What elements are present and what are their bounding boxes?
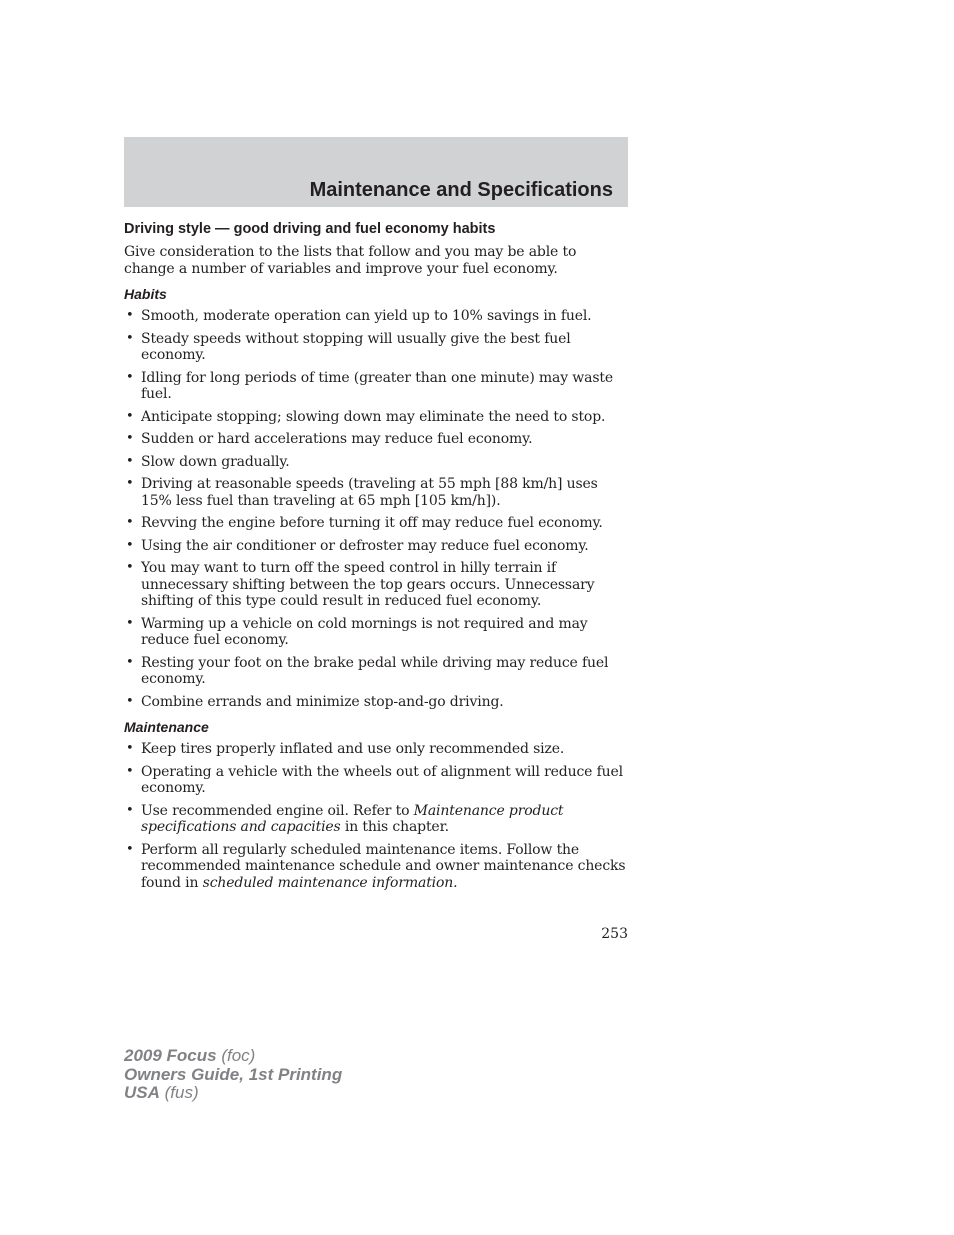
footer-line-model: 2009 Focus (foc) <box>124 1046 256 1065</box>
list-item: • Sudden or hard accelerations may reduce fuel economy. <box>126 431 533 447</box>
bullet-icon: • <box>126 763 134 779</box>
bullet-icon: • <box>126 308 134 323</box>
section-heading: Driving style — good driving and fuel economy habits <box>124 221 496 237</box>
list-item: • Use recommended engine oil. Refer to Maintenance product specifications and capacities in this chapter. <box>126 802 564 835</box>
footer-line-market: USA (fus) <box>124 1083 199 1102</box>
bullet-icon: • <box>126 841 134 857</box>
list-item: • Steady speeds without stopping will usually give the best fuel economy. <box>126 330 571 363</box>
cross-reference: Maintenance product specifications and capacities <box>141 802 564 835</box>
bullet-icon: • <box>126 741 134 756</box>
intro-paragraph: Give consideration to the lists that follow and you may be able to change a number of variables and improve your fuel economy. <box>124 244 577 277</box>
list-item: • Resting your foot on the brake pedal while driving may reduce fuel economy. <box>126 654 609 687</box>
list-item: • Using the air conditioner or defroster may reduce fuel economy. <box>126 537 589 554</box>
bullet-icon: • <box>126 431 134 446</box>
list-item: • You may want to turn off the speed control in hilly terrain if unnecessary shifting between the top gears occurs. Unnecessary shifting of this type could result in reduced fuel economy. <box>126 560 595 609</box>
bullet-icon: • <box>126 537 134 553</box>
list-item: • Driving at reasonable speeds (traveling at 55 mph [88 km/h] uses 15% less fuel than traveling at 65 mph [105 km/h]). <box>126 476 598 509</box>
habits-list <box>124 308 628 710</box>
bullet-icon: • <box>126 408 134 424</box>
bullet-icon: • <box>126 615 134 631</box>
maintenance-list <box>124 741 628 891</box>
list-item: • Revving the engine before turning it off may reduce fuel economy. <box>126 515 603 531</box>
bullet-icon: • <box>126 330 134 346</box>
bullet-icon: • <box>126 515 134 530</box>
list-item: • Combine errands and minimize stop-and-go driving. <box>126 693 504 710</box>
bullet-icon: • <box>126 369 134 385</box>
list-item: • Slow down gradually. <box>126 453 290 470</box>
list-item: • Operating a vehicle with the wheels out of alignment will reduce fuel economy. <box>126 763 623 796</box>
bullet-icon: • <box>126 476 134 491</box>
bullet-icon: • <box>126 453 134 469</box>
list-item: • Warming up a vehicle on cold mornings is not required and may reduce fuel economy. <box>126 615 588 648</box>
section-header-title: Maintenance and Specifications <box>309 179 613 201</box>
maintenance-heading: Maintenance <box>124 719 209 735</box>
bullet-icon: • <box>126 560 134 575</box>
list-item: • Idling for long periods of time (greater than one minute) may waste fuel. <box>126 369 613 402</box>
section-header-band <box>124 137 628 207</box>
list-item: • Perform all regularly scheduled maintenance items. Follow the recommended maintenance schedule and owner maintenance checks found in scheduled maintenance information. <box>126 841 626 891</box>
footer-line-guide: Owners Guide, 1st Printing <box>124 1064 343 1084</box>
bullet-icon: • <box>126 693 134 709</box>
document-footer <box>124 1047 342 1103</box>
page-number: 253 <box>601 926 628 942</box>
bullet-icon: • <box>126 654 134 670</box>
list-item: • Keep tires properly inflated and use only recommended size. <box>126 741 565 757</box>
cross-reference: scheduled maintenance information. <box>202 874 458 891</box>
page-content <box>124 219 628 898</box>
list-item: • Anticipate stopping; slowing down may eliminate the need to stop. <box>126 408 606 425</box>
list-item: • Smooth, moderate operation can yield up to 10% savings in fuel. <box>126 308 592 324</box>
bullet-icon: • <box>126 802 134 818</box>
habits-heading: Habits <box>124 286 167 302</box>
